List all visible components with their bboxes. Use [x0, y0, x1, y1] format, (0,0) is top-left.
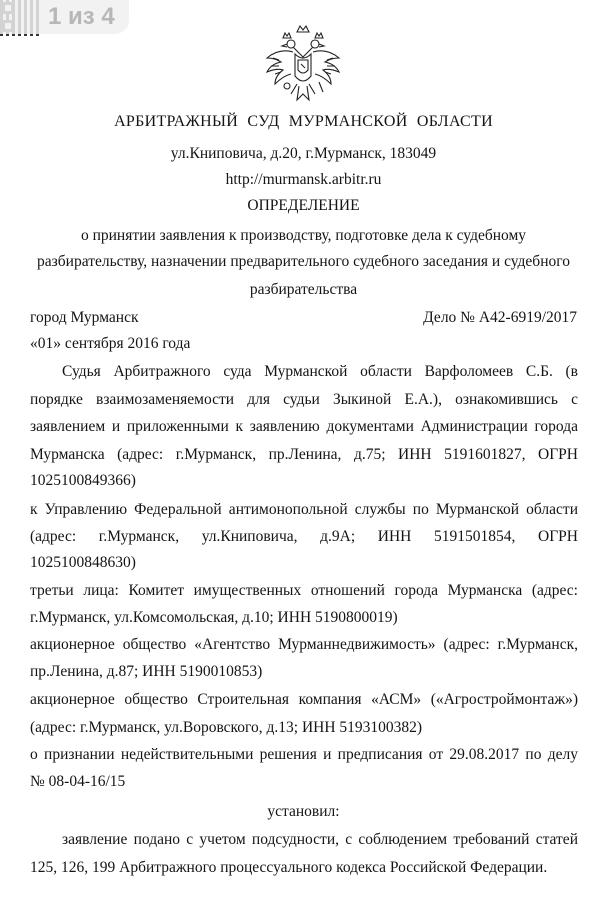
body-line: 1025100848630): [30, 554, 136, 571]
page-counter: 1 из 4: [0, 0, 129, 34]
court-website: http://murmansk.arbitr.ru: [225, 171, 382, 188]
established-heading: установил:: [267, 803, 340, 820]
closing-line: заявление подано с учетом подсудности, с соблюдением требований статей: [62, 831, 578, 848]
body-line: № 08-04-16/15: [30, 773, 126, 790]
body-line: заявлением и приложенными к заявлению документами Администрации города: [30, 418, 578, 435]
city: город Мурманск: [30, 309, 139, 326]
body-line: акционерное общество «Агентство Мурманнедвижимость» (адрес: г.Мурманск,: [30, 636, 578, 653]
body-line: Судья Арбитражного суда Мурманской области Варфоломеев С.Б. (в: [62, 363, 578, 380]
body-line: акционерное общество Строительная компания «АСМ» («Агростроймонтаж»): [30, 691, 578, 708]
body-line: г.Мурманск, ул.Комсомольская, д.10; ИНН 5190800019): [30, 609, 398, 626]
case-number: Дело № А42-6919/2017: [423, 309, 577, 326]
document-type-heading: ОПРЕДЕЛЕНИЕ: [247, 197, 360, 214]
court-name: АРБИТРАЖНЫЙ СУД МУРМАНСКОЙ ОБЛАСТИ: [114, 113, 493, 130]
subject-line: разбирательства: [249, 281, 358, 298]
body-line: (адрес: г.Мурманск, ул.Книповича, д.9А; ИНН 5191501854, ОГРН: [30, 528, 578, 545]
body-line: 1025100849366): [30, 472, 136, 489]
body-line: к Управлению Федеральной антимонопольной службы по Мурманской области: [30, 501, 578, 518]
subject-line: о принятии заявления к производству, подготовке дела к судебному: [80, 227, 527, 244]
subject-line: разбирательству, назначении предварительного судебного заседания и судебного: [37, 253, 570, 270]
body-line: о признании недействительными решения и предписания от 29.08.2017 по делу: [30, 746, 578, 763]
body-line: (адрес: г.Мурманск, ул.Воровского, д.13; ИНН 5193100382): [30, 719, 423, 736]
body-line: Мурманска (адрес: г.Мурманск, пр.Ленина, д.75; ИНН 5191601827, ОГРН: [30, 446, 578, 463]
body-line: третьи лица: Комитет имущественных отношений города Мурманска (адрес:: [30, 582, 578, 599]
court-address: ул.Книповича, д.20, г.Мурманск, 183049: [170, 145, 437, 162]
coat-of-arms-icon: [263, 24, 343, 108]
body-line: порядке взаимозаменяемости для судьи Зыкиной Е.А.), ознакомившись с: [30, 391, 578, 408]
closing-line: 125, 126, 199 Арбитражного процессуального кодекса Российской Федерации.: [30, 859, 548, 876]
body-line: пр.Ленина, д.87; ИНН 5190010853): [30, 663, 263, 680]
document-date: «01» сентября 2016 года: [30, 335, 191, 352]
